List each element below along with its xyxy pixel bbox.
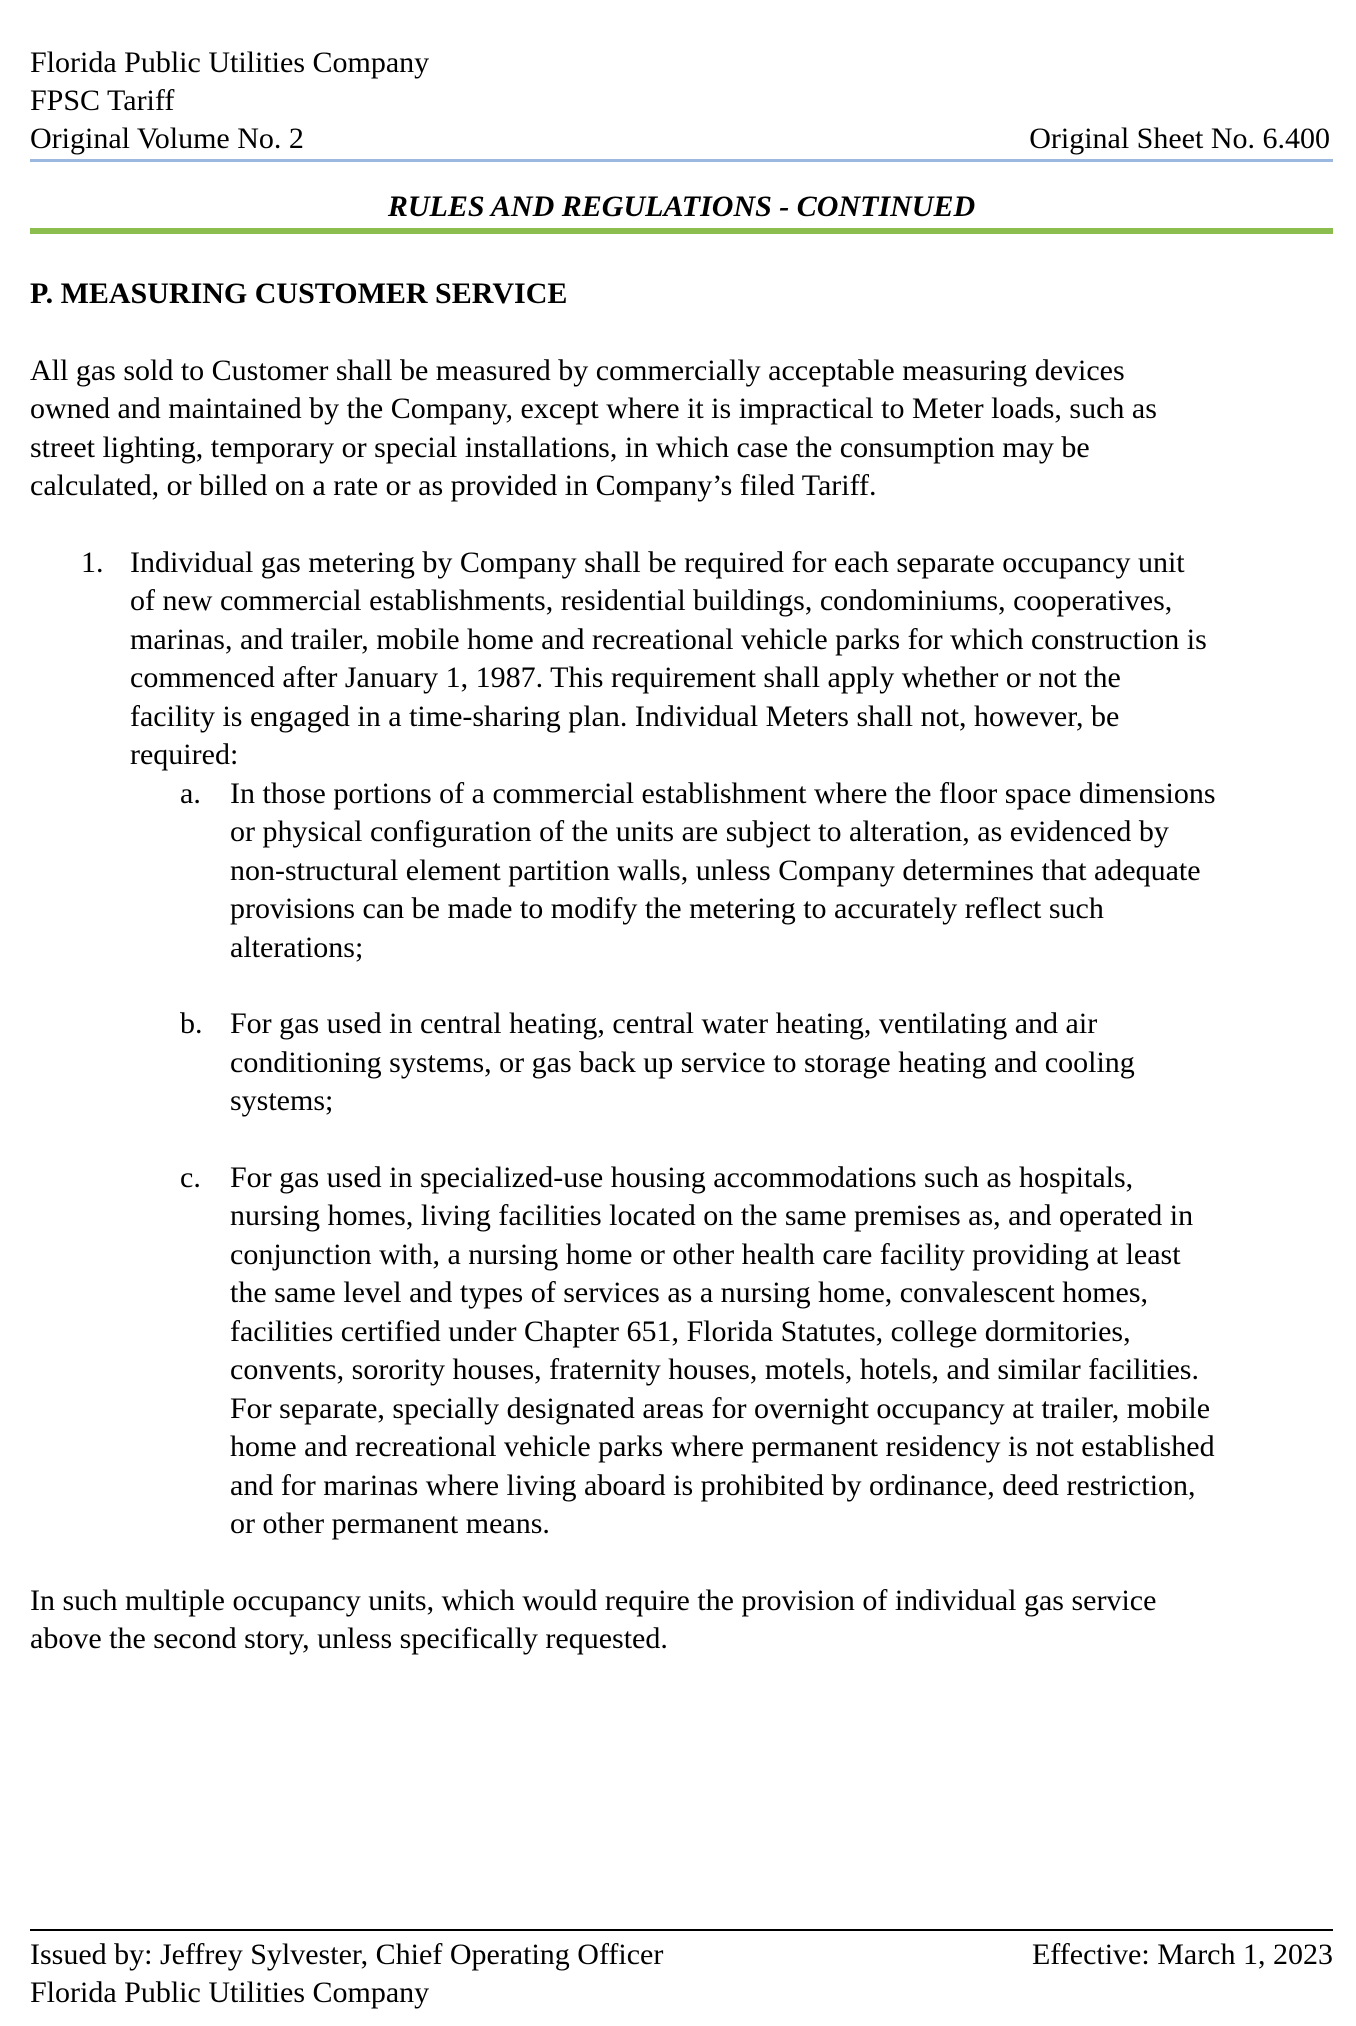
header-volume-row: [30, 120, 1330, 159]
sub-item-line: or physical configuration of the units are subject to alteration, as evidenced by: [230, 815, 1169, 848]
list-item-number: 1.: [81, 545, 104, 579]
sub-item-letter: c.: [180, 1160, 201, 1194]
sub-item-letter: b.: [180, 1007, 203, 1040]
item-line: of new commercial establishments, residential buildings, condominiums, cooperatives,: [130, 584, 1173, 617]
sub-item-line: For separate, specially designated areas for overnight occupancy at trailer, mobile: [230, 1391, 1211, 1425]
item-line: Individual gas metering by Company shall be required for each separate occupancy unit: [130, 545, 1185, 579]
header-sheet-number: Original Sheet No. 6.400: [1029, 122, 1330, 155]
sub-item-line: the same level and types of services as a nursing home, convalescent homes,: [230, 1276, 1149, 1309]
sub-item-line: systems;: [230, 1084, 334, 1117]
footer-issued-by: Issued by: Jeffrey Sylvester, Chief Operating Officer: [30, 1938, 664, 1971]
closing-paragraph: [30, 1582, 1333, 1659]
sub-item-line: facilities certified under Chapter 651, Florida Statutes, college dormitories,: [230, 1314, 1131, 1348]
sub-item-b: [30, 1005, 1333, 1121]
header-company: Florida Public Utilities Company: [30, 46, 430, 79]
intro-paragraph: [30, 352, 1333, 506]
sub-item-line: or other permanent means.: [230, 1507, 550, 1540]
sub-item-line: conditioning systems, or gas back up service to storage heating and cooling: [230, 1045, 1135, 1079]
footer-issued-row: [30, 1936, 1333, 1975]
sub-item-line: non-structural element partition walls, unless Company determines that adequate: [230, 853, 1201, 887]
header-divider: [30, 159, 1333, 162]
list-item-1: [30, 544, 1333, 775]
sub-item-c: [30, 1159, 1333, 1544]
section-heading: P. MEASURING CUSTOMER SERVICE: [30, 277, 568, 310]
item-line: facility is engaged in a time-sharing plan. Individual Meters shall not, however, be: [130, 699, 1120, 733]
header-tariff: FPSC Tariff: [30, 84, 175, 117]
sub-item-line: For gas used in central heating, central water heating, ventilating and air: [230, 1007, 1098, 1040]
sub-item-letter: a.: [180, 776, 201, 810]
item-line: required:: [130, 738, 239, 771]
section-title: RULES AND REGULATIONS - CONTINUED: [387, 190, 976, 223]
footer-divider: [30, 1929, 1333, 1931]
item-line: marinas, and trailer, mobile home and recreational vehicle parks for which construction is: [130, 622, 1207, 656]
section-divider: [30, 228, 1333, 234]
sub-item-line: home and recreational vehicle parks where permanent residency is not established: [230, 1430, 1215, 1463]
sub-item-line: and for marinas where living aboard is prohibited by ordinance, deed restriction,: [230, 1468, 1196, 1502]
intro-line: All gas sold to Customer shall be measured by commercially acceptable measuring devices: [30, 353, 1125, 387]
footer-effective-date: Effective: March 1, 2023: [1031, 1938, 1333, 1971]
sub-item-line: convents, sorority houses, fraternity houses, motels, hotels, and similar facilities.: [230, 1353, 1199, 1386]
sub-item-line: For gas used in specialized-use housing accommodations such as hospitals,: [230, 1160, 1134, 1194]
sub-item-line: In those portions of a commercial establishment where the floor space dimensions: [230, 776, 1216, 810]
closing-line: In such multiple occupancy units, which would require the provision of individual gas service: [30, 1583, 1157, 1617]
closing-line: above the second story, unless specifically requested.: [30, 1622, 668, 1655]
sub-item-line: provisions can be made to modify the metering to accurately reflect such: [230, 892, 1104, 925]
intro-line: owned and maintained by the Company, except where it is impractical to Meter loads, such as: [30, 392, 1157, 425]
sub-item-line: conjunction with, a nursing home or other health care facility providing at least: [230, 1237, 1181, 1271]
header-volume: Original Volume No. 2: [30, 122, 304, 155]
sub-item-a: [30, 775, 1333, 968]
sub-item-line: nursing homes, living facilities located on the same premises as, and operated in: [230, 1199, 1194, 1232]
item-line: commenced after January 1, 1987. This requirement shall apply whether or not the: [130, 661, 1121, 694]
intro-line: street lighting, temporary or special installations, in which case the consumption may be: [30, 430, 1090, 464]
document-body: [30, 275, 1333, 1659]
footer-company: Florida Public Utilities Company: [30, 1976, 430, 2009]
intro-line: calculated, or billed on a rate or as provided in Company’s filed Tariff.: [30, 469, 877, 502]
sub-item-line: alterations;: [230, 930, 364, 964]
